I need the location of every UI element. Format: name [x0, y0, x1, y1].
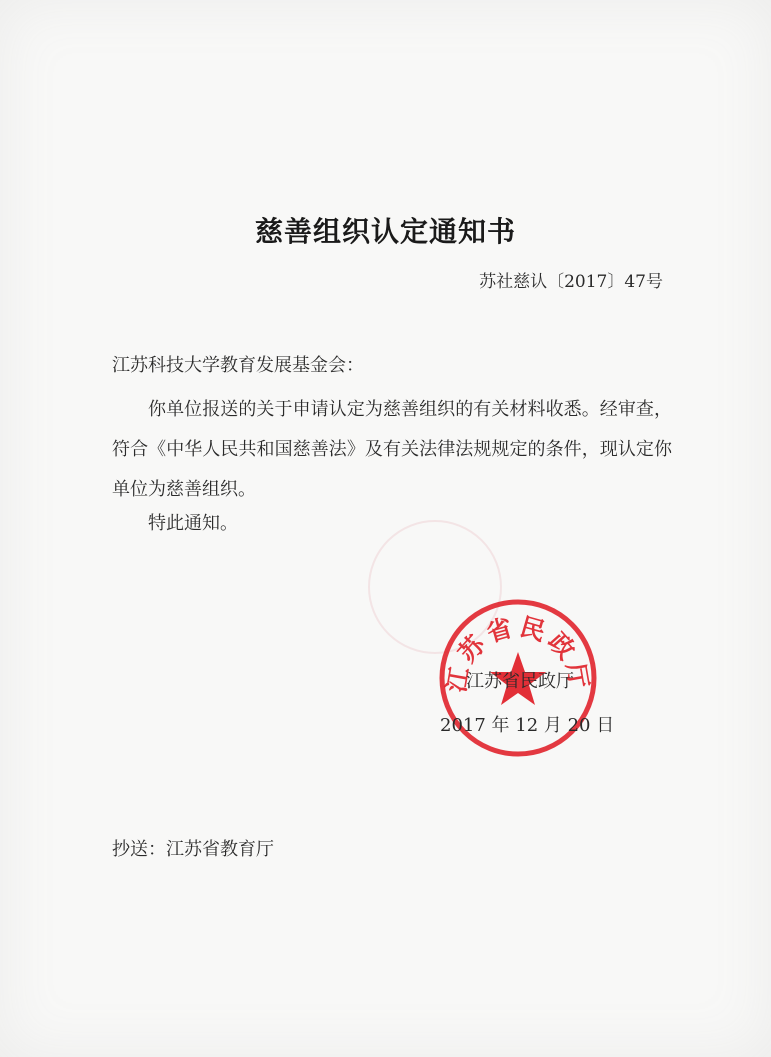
recipient-line: 江苏科技大学教育发展基金会：	[112, 355, 364, 376]
issuer-name: 江苏省民政厅	[466, 671, 574, 692]
document-title: 慈善组织认定通知书	[254, 215, 516, 248]
issue-date: 2017 年 12 月 20 日	[440, 715, 615, 736]
document-number: 苏社慈认〔2017〕47号	[479, 272, 663, 292]
svg-text:江苏省民政厅: 江苏省民政厅	[441, 611, 595, 695]
closing-line: 特此通知。	[148, 513, 238, 534]
cc-line: 抄送：江苏省教育厅	[112, 839, 274, 860]
body-paragraph: 你单位报送的关于申请认定为慈善组织的有关材料收悉。经审查，符合《中华人民共和国慈善法》及有关法律法规规定的条件，现认定你单位为慈善组织。	[112, 399, 672, 500]
